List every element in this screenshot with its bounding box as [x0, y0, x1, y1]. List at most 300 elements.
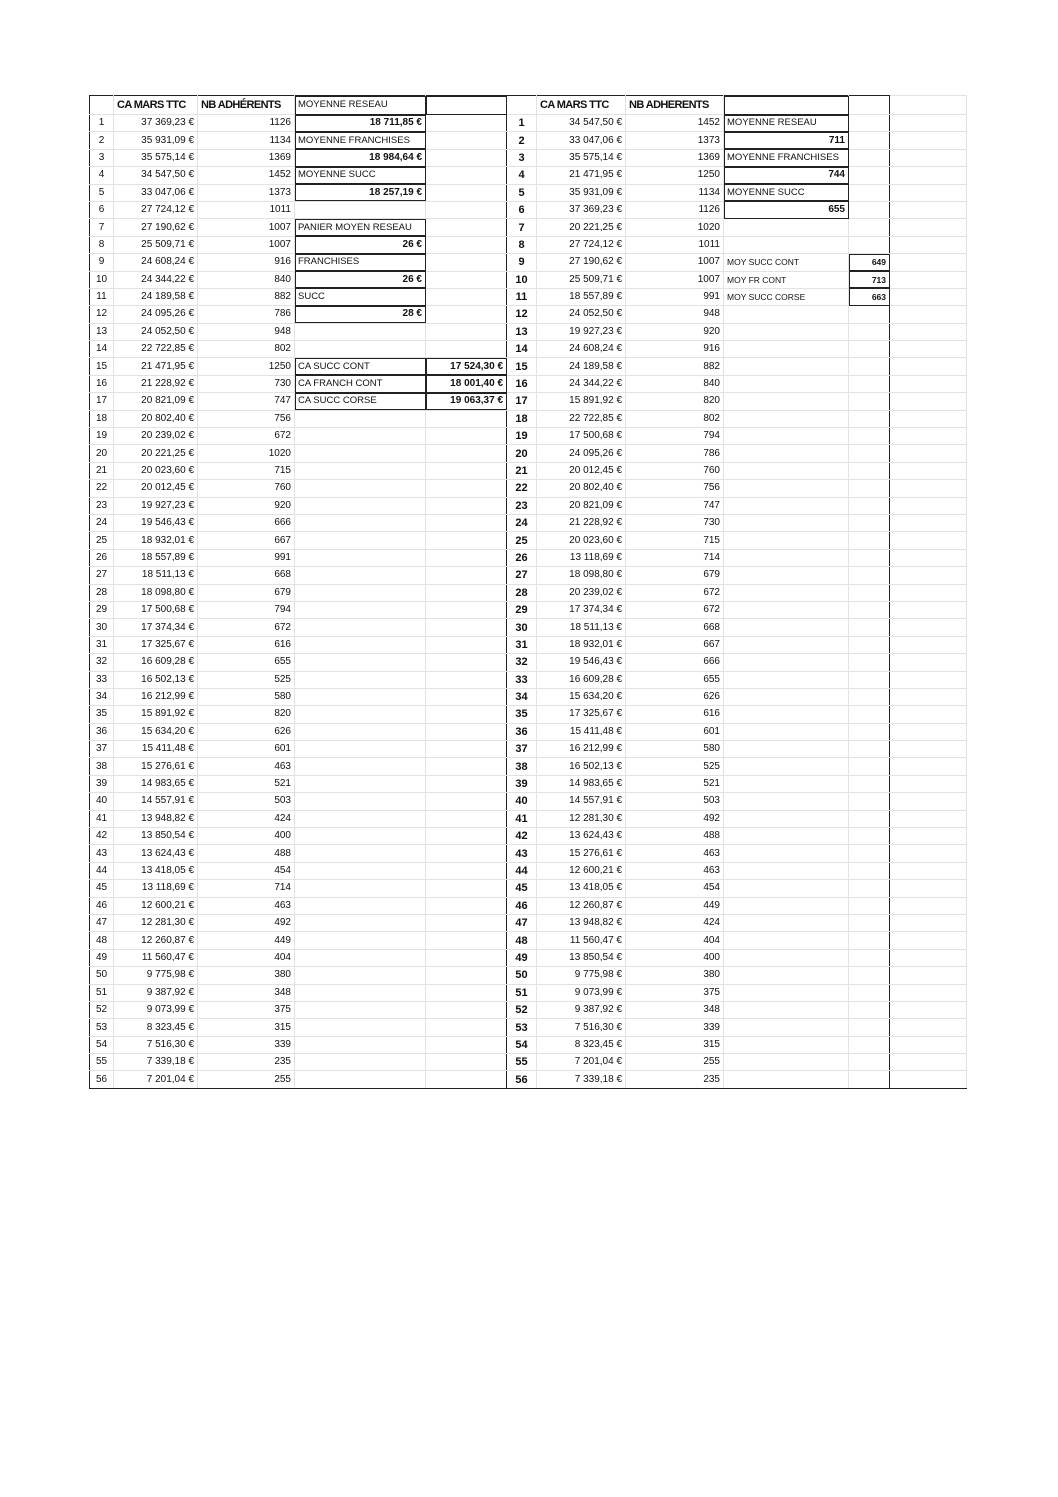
empty-cell[interactable] — [426, 1054, 507, 1071]
stat-value[interactable]: 18 711,85 € — [295, 115, 426, 132]
stat-value[interactable]: 649 — [849, 254, 890, 271]
empty-cell[interactable] — [724, 219, 849, 236]
empty-cell[interactable] — [295, 1019, 426, 1036]
ca-value[interactable]: 20 239,02 € — [114, 428, 198, 445]
empty-cell[interactable] — [890, 549, 967, 566]
row-index[interactable]: 8 — [507, 236, 537, 253]
adherents-value[interactable]: 714 — [198, 880, 295, 897]
empty-cell[interactable] — [426, 480, 507, 497]
row-index[interactable]: 1 — [90, 115, 114, 132]
empty-cell[interactable] — [849, 914, 890, 931]
row-index[interactable]: 53 — [507, 1019, 537, 1036]
empty-cell[interactable] — [724, 619, 849, 636]
ca-value[interactable]: 13 948,82 € — [114, 810, 198, 827]
row-index[interactable]: 4 — [507, 167, 537, 184]
empty-cell[interactable] — [295, 810, 426, 827]
empty-cell[interactable] — [426, 810, 507, 827]
adherents-value[interactable]: 1373 — [626, 132, 724, 149]
empty-cell[interactable] — [426, 514, 507, 531]
ca-value[interactable]: 22 722,85 € — [537, 410, 626, 427]
empty-cell[interactable] — [426, 758, 507, 775]
empty-cell[interactable] — [849, 567, 890, 584]
empty-cell[interactable] — [295, 880, 426, 897]
adherents-value[interactable]: 760 — [198, 480, 295, 497]
empty-cell[interactable] — [295, 949, 426, 966]
row-index[interactable]: 54 — [507, 1036, 537, 1053]
ca-value[interactable]: 13 624,43 € — [537, 828, 626, 845]
empty-cell[interactable] — [890, 132, 967, 149]
row-index[interactable]: 31 — [507, 636, 537, 653]
row-index[interactable]: 5 — [507, 184, 537, 201]
empty-cell[interactable] — [890, 601, 967, 618]
empty-cell[interactable] — [890, 793, 967, 810]
row-index[interactable]: 18 — [90, 410, 114, 427]
ca-value[interactable]: 18 098,80 € — [114, 584, 198, 601]
adherents-value[interactable]: 339 — [198, 1036, 295, 1053]
adherents-value[interactable]: 786 — [626, 445, 724, 462]
ca-value[interactable]: 15 276,61 € — [114, 758, 198, 775]
stat-value[interactable]: 18 001,40 € — [426, 375, 507, 392]
adherents-value[interactable]: 463 — [626, 862, 724, 879]
row-index[interactable]: 34 — [90, 688, 114, 705]
ca-value[interactable]: 24 344,22 € — [537, 375, 626, 392]
ca-value[interactable]: 14 983,65 € — [114, 775, 198, 792]
empty-cell[interactable] — [849, 984, 890, 1001]
ca-value[interactable]: 25 509,71 € — [537, 271, 626, 288]
empty-cell[interactable] — [849, 375, 890, 392]
empty-cell[interactable] — [295, 967, 426, 984]
row-index[interactable]: 53 — [90, 1019, 114, 1036]
ca-value[interactable]: 18 557,89 € — [537, 288, 626, 305]
empty-cell[interactable] — [849, 793, 890, 810]
empty-cell[interactable] — [849, 532, 890, 549]
ca-value[interactable]: 27 724,12 € — [537, 236, 626, 253]
row-index[interactable]: 42 — [90, 828, 114, 845]
ca-value[interactable]: 9 073,99 € — [114, 1001, 198, 1018]
ca-value[interactable]: 17 374,34 € — [537, 601, 626, 618]
empty-cell[interactable] — [426, 219, 507, 236]
ca-value[interactable]: 20 221,25 € — [537, 219, 626, 236]
ca-value[interactable]: 24 052,50 € — [114, 323, 198, 340]
empty-cell[interactable] — [426, 271, 507, 288]
empty-cell[interactable] — [849, 115, 890, 132]
empty-cell[interactable] — [295, 845, 426, 862]
ca-value[interactable]: 20 821,09 € — [114, 393, 198, 410]
empty-cell[interactable] — [849, 201, 890, 218]
adherents-value[interactable]: 655 — [626, 671, 724, 688]
adherents-value[interactable]: 463 — [626, 845, 724, 862]
ca-value[interactable]: 9 775,98 € — [537, 967, 626, 984]
row-index[interactable]: 36 — [90, 723, 114, 740]
empty-cell[interactable] — [849, 132, 890, 149]
row-index[interactable]: 44 — [90, 862, 114, 879]
empty-cell[interactable] — [724, 497, 849, 514]
empty-cell[interactable] — [890, 775, 967, 792]
stat-value[interactable]: 711 — [724, 132, 849, 149]
row-index[interactable]: 29 — [507, 601, 537, 618]
ca-value[interactable]: 12 260,87 € — [537, 897, 626, 914]
adherents-value[interactable]: 616 — [198, 636, 295, 653]
row-index[interactable]: 7 — [507, 219, 537, 236]
ca-value[interactable]: 12 600,21 € — [114, 897, 198, 914]
ca-value[interactable]: 18 511,13 € — [114, 567, 198, 584]
ca-value[interactable]: 20 802,40 € — [114, 410, 198, 427]
empty-cell[interactable] — [426, 445, 507, 462]
ca-value[interactable]: 14 983,65 € — [537, 775, 626, 792]
adherents-value[interactable]: 948 — [626, 306, 724, 323]
empty-cell[interactable] — [724, 306, 849, 323]
stat-label[interactable]: MOYENNE RESEAU — [724, 115, 849, 132]
empty-cell[interactable] — [849, 932, 890, 949]
empty-cell[interactable] — [295, 584, 426, 601]
empty-cell[interactable] — [849, 688, 890, 705]
empty-cell[interactable] — [426, 845, 507, 862]
row-index[interactable]: 41 — [90, 810, 114, 827]
empty-cell[interactable] — [890, 584, 967, 601]
empty-cell[interactable] — [849, 897, 890, 914]
ca-value[interactable]: 12 281,30 € — [114, 914, 198, 931]
ca-value[interactable]: 17 325,67 € — [537, 706, 626, 723]
adherents-value[interactable]: 235 — [626, 1071, 724, 1088]
empty-cell[interactable] — [295, 619, 426, 636]
ca-value[interactable]: 35 575,14 € — [114, 149, 198, 166]
empty-cell[interactable] — [724, 428, 849, 445]
row-index[interactable]: 3 — [90, 149, 114, 166]
empty-cell[interactable] — [426, 967, 507, 984]
empty-cell[interactable] — [890, 428, 967, 445]
stat-value[interactable]: 663 — [849, 288, 890, 305]
ca-value[interactable]: 27 190,62 € — [114, 219, 198, 236]
row-index[interactable]: 2 — [507, 132, 537, 149]
empty-cell[interactable] — [890, 341, 967, 358]
empty-cell[interactable] — [890, 445, 967, 462]
empty-cell[interactable] — [295, 862, 426, 879]
row-index[interactable]: 1 — [507, 115, 537, 132]
empty-cell[interactable] — [295, 688, 426, 705]
empty-cell[interactable] — [890, 949, 967, 966]
row-index[interactable]: 8 — [90, 236, 114, 253]
empty-cell[interactable] — [724, 862, 849, 879]
row-index[interactable]: 40 — [90, 793, 114, 810]
empty-cell[interactable] — [426, 497, 507, 514]
ca-value[interactable]: 24 344,22 € — [114, 271, 198, 288]
ca-value[interactable]: 13 118,69 € — [537, 549, 626, 566]
column-header[interactable]: MOYENNE RESEAU — [295, 96, 426, 115]
empty-cell[interactable] — [724, 775, 849, 792]
row-index[interactable]: 35 — [507, 706, 537, 723]
row-index[interactable]: 44 — [507, 862, 537, 879]
empty-cell[interactable] — [890, 967, 967, 984]
adherents-value[interactable]: 666 — [198, 514, 295, 531]
empty-cell[interactable] — [890, 115, 967, 132]
empty-cell[interactable] — [724, 549, 849, 566]
empty-cell[interactable] — [295, 671, 426, 688]
ca-value[interactable]: 13 948,82 € — [537, 914, 626, 931]
empty-cell[interactable] — [426, 897, 507, 914]
row-index[interactable]: 40 — [507, 793, 537, 810]
adherents-value[interactable]: 786 — [198, 306, 295, 323]
row-index[interactable]: 28 — [507, 584, 537, 601]
stat-value[interactable]: 19 063,37 € — [426, 393, 507, 410]
adherents-value[interactable]: 525 — [198, 671, 295, 688]
adherents-value[interactable]: 672 — [198, 619, 295, 636]
row-index[interactable]: 15 — [90, 358, 114, 375]
empty-cell[interactable] — [849, 654, 890, 671]
empty-cell[interactable] — [890, 1019, 967, 1036]
column-header[interactable] — [507, 96, 537, 115]
empty-cell[interactable] — [724, 723, 849, 740]
empty-cell[interactable] — [890, 723, 967, 740]
empty-cell[interactable] — [426, 775, 507, 792]
adherents-value[interactable]: 1250 — [198, 358, 295, 375]
ca-value[interactable]: 19 927,23 € — [537, 323, 626, 340]
row-index[interactable]: 43 — [507, 845, 537, 862]
ca-value[interactable]: 15 276,61 € — [537, 845, 626, 862]
stat-value[interactable]: 26 € — [295, 236, 426, 253]
ca-value[interactable]: 15 634,20 € — [537, 688, 626, 705]
empty-cell[interactable] — [295, 897, 426, 914]
adherents-value[interactable]: 1011 — [198, 201, 295, 218]
empty-cell[interactable] — [849, 723, 890, 740]
row-index[interactable]: 9 — [507, 254, 537, 271]
ca-value[interactable]: 13 418,05 € — [114, 862, 198, 879]
row-index[interactable]: 22 — [90, 480, 114, 497]
empty-cell[interactable] — [724, 375, 849, 392]
adherents-value[interactable]: 1134 — [626, 184, 724, 201]
adherents-value[interactable]: 1250 — [626, 167, 724, 184]
row-index[interactable]: 32 — [507, 654, 537, 671]
row-index[interactable]: 50 — [90, 967, 114, 984]
empty-cell[interactable] — [890, 532, 967, 549]
ca-value[interactable]: 9 073,99 € — [537, 984, 626, 1001]
row-index[interactable]: 10 — [90, 271, 114, 288]
row-index[interactable]: 52 — [507, 1001, 537, 1018]
row-index[interactable]: 25 — [507, 532, 537, 549]
row-index[interactable]: 6 — [90, 201, 114, 218]
empty-cell[interactable] — [426, 654, 507, 671]
row-index[interactable]: 32 — [90, 654, 114, 671]
empty-cell[interactable] — [849, 1054, 890, 1071]
empty-cell[interactable] — [426, 828, 507, 845]
adherents-value[interactable]: 580 — [626, 741, 724, 758]
stat-value[interactable] — [295, 323, 426, 340]
stat-label[interactable]: CA FRANCH CONT — [295, 375, 426, 392]
adherents-value[interactable]: 503 — [198, 793, 295, 810]
adherents-value[interactable]: 525 — [626, 758, 724, 775]
ca-value[interactable]: 35 575,14 € — [537, 149, 626, 166]
stat-value[interactable]: 17 524,30 € — [426, 358, 507, 375]
row-index[interactable]: 33 — [507, 671, 537, 688]
empty-cell[interactable] — [890, 880, 967, 897]
empty-cell[interactable] — [849, 428, 890, 445]
empty-cell[interactable] — [724, 880, 849, 897]
row-index[interactable]: 52 — [90, 1001, 114, 1018]
column-header[interactable] — [426, 96, 507, 115]
adherents-value[interactable]: 375 — [626, 984, 724, 1001]
ca-value[interactable]: 17 500,68 € — [114, 601, 198, 618]
adherents-value[interactable]: 1369 — [198, 149, 295, 166]
empty-cell[interactable] — [890, 932, 967, 949]
empty-cell[interactable] — [890, 619, 967, 636]
ca-value[interactable]: 33 047,06 € — [537, 132, 626, 149]
empty-cell[interactable] — [890, 184, 967, 201]
row-index[interactable]: 14 — [507, 341, 537, 358]
ca-value[interactable]: 20 221,25 € — [114, 445, 198, 462]
empty-cell[interactable] — [849, 810, 890, 827]
empty-cell[interactable] — [890, 375, 967, 392]
empty-cell[interactable] — [890, 271, 967, 288]
empty-cell[interactable] — [890, 201, 967, 218]
adherents-value[interactable]: 503 — [626, 793, 724, 810]
ca-value[interactable]: 21 228,92 € — [114, 375, 198, 392]
empty-cell[interactable] — [426, 723, 507, 740]
empty-cell[interactable] — [426, 688, 507, 705]
ca-value[interactable]: 7 339,18 € — [537, 1071, 626, 1088]
ca-value[interactable]: 20 802,40 € — [537, 480, 626, 497]
adherents-value[interactable]: 840 — [626, 375, 724, 392]
empty-cell[interactable] — [295, 410, 426, 427]
empty-cell[interactable] — [426, 306, 507, 323]
empty-cell[interactable] — [890, 96, 967, 115]
empty-cell[interactable] — [890, 514, 967, 531]
adherents-value[interactable]: 679 — [626, 567, 724, 584]
row-index[interactable]: 49 — [90, 949, 114, 966]
empty-cell[interactable] — [849, 410, 890, 427]
row-index[interactable]: 17 — [507, 393, 537, 410]
empty-cell[interactable] — [890, 254, 967, 271]
row-index[interactable]: 24 — [507, 514, 537, 531]
empty-cell[interactable] — [890, 984, 967, 1001]
ca-value[interactable]: 19 546,43 € — [537, 654, 626, 671]
ca-value[interactable]: 16 212,99 € — [114, 688, 198, 705]
empty-cell[interactable] — [724, 410, 849, 427]
ca-value[interactable]: 11 560,47 € — [114, 949, 198, 966]
adherents-value[interactable]: 255 — [198, 1071, 295, 1088]
empty-cell[interactable] — [849, 775, 890, 792]
adherents-value[interactable]: 991 — [626, 288, 724, 305]
adherents-value[interactable]: 626 — [626, 688, 724, 705]
empty-cell[interactable] — [890, 149, 967, 166]
empty-cell[interactable] — [295, 932, 426, 949]
row-index[interactable]: 13 — [507, 323, 537, 340]
empty-cell[interactable] — [426, 201, 507, 218]
empty-cell[interactable] — [890, 219, 967, 236]
ca-value[interactable]: 13 624,43 € — [114, 845, 198, 862]
empty-cell[interactable] — [426, 601, 507, 618]
row-index[interactable]: 12 — [90, 306, 114, 323]
empty-cell[interactable] — [849, 1036, 890, 1053]
empty-cell[interactable] — [295, 601, 426, 618]
row-index[interactable]: 14 — [90, 341, 114, 358]
empty-cell[interactable] — [426, 567, 507, 584]
empty-cell[interactable] — [849, 828, 890, 845]
stat-label[interactable]: FRANCHISES — [295, 254, 426, 271]
empty-cell[interactable] — [849, 636, 890, 653]
stat-value[interactable]: 18 257,19 € — [295, 184, 426, 201]
stat-label[interactable]: MOYENNE SUCC — [295, 167, 426, 184]
empty-cell[interactable] — [426, 932, 507, 949]
empty-cell[interactable] — [849, 880, 890, 897]
ca-value[interactable]: 24 608,24 € — [537, 341, 626, 358]
ca-value[interactable]: 18 932,01 € — [114, 532, 198, 549]
adherents-value[interactable]: 626 — [198, 723, 295, 740]
empty-cell[interactable] — [724, 341, 849, 358]
ca-value[interactable]: 12 281,30 € — [537, 810, 626, 827]
adherents-value[interactable]: 802 — [626, 410, 724, 427]
row-index[interactable]: 3 — [507, 149, 537, 166]
row-index[interactable]: 23 — [507, 497, 537, 514]
empty-cell[interactable] — [295, 741, 426, 758]
ca-value[interactable]: 13 418,05 € — [537, 880, 626, 897]
empty-cell[interactable] — [849, 967, 890, 984]
row-index[interactable]: 11 — [90, 288, 114, 305]
adherents-value[interactable]: 380 — [198, 967, 295, 984]
empty-cell[interactable] — [890, 1054, 967, 1071]
empty-cell[interactable] — [295, 445, 426, 462]
row-index[interactable]: 24 — [90, 514, 114, 531]
row-index[interactable]: 2 — [90, 132, 114, 149]
empty-cell[interactable] — [295, 1071, 426, 1088]
ca-value[interactable]: 19 927,23 € — [114, 497, 198, 514]
row-index[interactable]: 16 — [90, 375, 114, 392]
row-index[interactable]: 17 — [90, 393, 114, 410]
adherents-value[interactable]: 715 — [198, 462, 295, 479]
empty-cell[interactable] — [849, 619, 890, 636]
adherents-value[interactable]: 463 — [198, 897, 295, 914]
ca-value[interactable]: 15 411,48 € — [114, 741, 198, 758]
empty-cell[interactable] — [890, 480, 967, 497]
empty-cell[interactable] — [849, 949, 890, 966]
empty-cell[interactable] — [426, 949, 507, 966]
column-header[interactable]: CA MARS TTC — [537, 96, 626, 115]
empty-cell[interactable] — [890, 845, 967, 862]
adherents-value[interactable]: 1452 — [626, 115, 724, 132]
empty-cell[interactable] — [724, 584, 849, 601]
adherents-value[interactable]: 714 — [626, 549, 724, 566]
ca-value[interactable]: 8 323,45 € — [114, 1019, 198, 1036]
stat-label[interactable]: MOYENNE FRANCHISES — [295, 132, 426, 149]
adherents-value[interactable]: 715 — [626, 532, 724, 549]
adherents-value[interactable]: 616 — [626, 706, 724, 723]
row-index[interactable]: 36 — [507, 723, 537, 740]
row-index[interactable]: 35 — [90, 706, 114, 723]
adherents-value[interactable]: 667 — [626, 636, 724, 653]
adherents-value[interactable]: 840 — [198, 271, 295, 288]
empty-cell[interactable] — [849, 219, 890, 236]
empty-cell[interactable] — [426, 254, 507, 271]
ca-value[interactable]: 20 023,60 € — [114, 462, 198, 479]
empty-cell[interactable] — [890, 462, 967, 479]
empty-cell[interactable] — [724, 706, 849, 723]
empty-cell[interactable] — [849, 1001, 890, 1018]
adherents-value[interactable]: 820 — [198, 706, 295, 723]
adherents-value[interactable]: 521 — [626, 775, 724, 792]
empty-cell[interactable] — [890, 741, 967, 758]
empty-cell[interactable] — [295, 914, 426, 931]
ca-value[interactable]: 37 369,23 € — [114, 115, 198, 132]
row-index[interactable]: 27 — [90, 567, 114, 584]
adherents-value[interactable]: 404 — [626, 932, 724, 949]
empty-cell[interactable] — [295, 636, 426, 653]
empty-cell[interactable] — [426, 184, 507, 201]
empty-cell[interactable] — [890, 688, 967, 705]
adherents-value[interactable]: 1011 — [626, 236, 724, 253]
empty-cell[interactable] — [426, 236, 507, 253]
empty-cell[interactable] — [426, 706, 507, 723]
ca-value[interactable]: 18 098,80 € — [537, 567, 626, 584]
empty-cell[interactable] — [295, 462, 426, 479]
empty-cell[interactable] — [849, 149, 890, 166]
